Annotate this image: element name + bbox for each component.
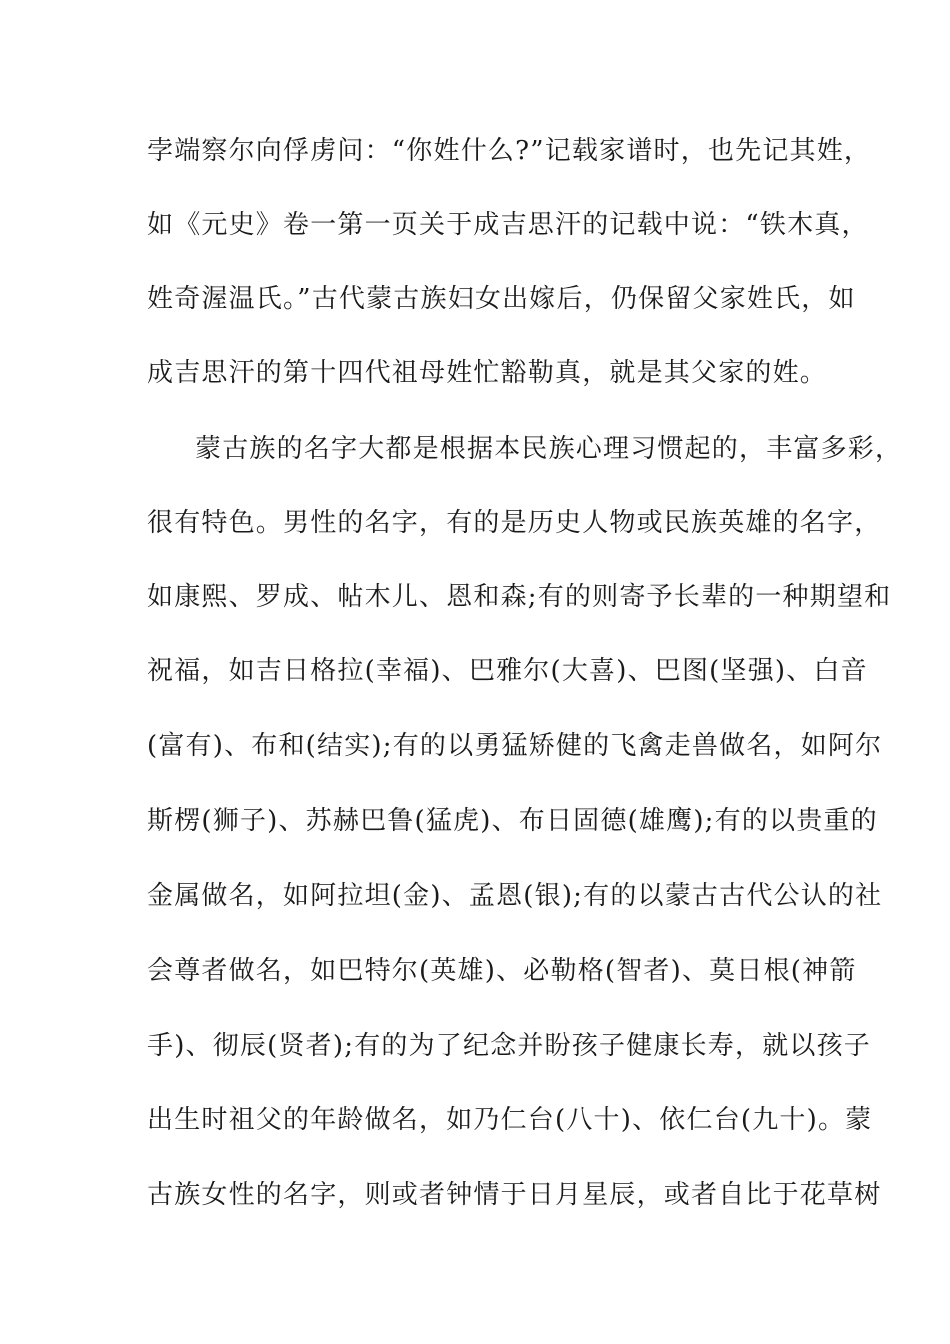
text-line: (富有)、布和(结实);有的以勇猛矫健的飞禽走兽做名，如阿尔 (147, 731, 883, 761)
text-line: 手)、彻辰(贤者);有的为了纪念并盼孩子健康长寿，就以孩子 (147, 1031, 871, 1061)
paragraph-first-line: 蒙古族的名字大都是根据本民族心理习惯起的，丰富多彩， (195, 434, 903, 464)
text-line: 古族女性的名字，则或者钟情于日月星辰，或者自比于花草树 (147, 1180, 882, 1210)
text-line: 出生时祖父的年龄做名，如乃仁台(八十)、依仁台(九十)。蒙 (147, 1105, 873, 1135)
text-line: 金属做名，如阿拉坦(金)、孟恩(银);有的以蒙古古代公认的社 (147, 881, 883, 911)
text-line: 成吉思汗的第十四代祖母姓忙豁勒真，就是其父家的姓。 (147, 358, 828, 388)
text-line: 如《元史》卷一第一页关于成吉思汗的记载中说：“铁木真， (147, 210, 869, 240)
text-line: 会尊者做名，如巴特尔(英雄)、必勒格(智者)、莫日根(神箭 (147, 956, 857, 986)
text-line: 如康熙、罗成、帖木儿、恩和森;有的则寄予长辈的一种期望和 (147, 582, 892, 612)
text-line: 斯楞(狮子)、苏赫巴鲁(猛虎)、布日固德(雄鹰);有的以贵重的 (147, 806, 878, 836)
text-line: 祝福，如吉日格拉(幸福)、巴雅尔(大喜)、巴图(坚强)、白音 (147, 656, 868, 686)
text-line: 姓奇渥温氏。”古代蒙古族妇女出嫁后，仍保留父家姓氏，如 (147, 284, 856, 314)
text-line: 很有特色。男性的名字，有的是历史人物或民族英雄的名字， (147, 508, 882, 538)
text-line: 孛端察尔向俘虏问：“你姓什么?”记载家谱时，也先记其姓， (147, 136, 872, 166)
